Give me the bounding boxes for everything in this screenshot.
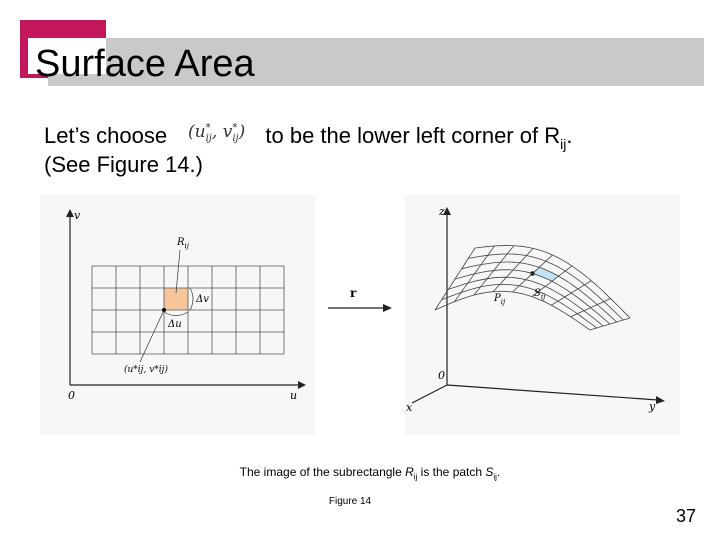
slide-title: Surface Area bbox=[35, 43, 255, 85]
delta-u-label: Δu bbox=[168, 319, 182, 330]
point-formula: ($u^*_{ij}$, $v^*_{ij}$) bbox=[188, 122, 246, 145]
u-axis-label: u bbox=[290, 389, 298, 402]
v-axis-label: v bbox=[74, 209, 81, 222]
S-label: $S_{ij}$ bbox=[534, 288, 546, 301]
map-label: r bbox=[350, 286, 357, 300]
corner-period: . bbox=[566, 123, 573, 148]
body-line-2: (See Figure 14.) bbox=[44, 152, 203, 177]
figure-14 bbox=[40, 195, 680, 440]
figure-caption: The image of the subrectangle $R_{ij}$ is the patch $S_{ij}$. bbox=[239, 465, 501, 482]
R-label: $R_{ij}$ bbox=[177, 237, 189, 250]
left-panel-bg bbox=[40, 195, 315, 435]
z-axis-label: z bbox=[439, 205, 445, 218]
right-origin-label: 0 bbox=[438, 369, 445, 382]
delta-v-label: Δv bbox=[196, 294, 209, 305]
body-line-1 bbox=[44, 123, 572, 151]
corner-text: to be the lower left corner of R bbox=[265, 123, 561, 148]
corner-subscript: ij bbox=[560, 136, 567, 152]
point-label: (u*ij, v*ij) bbox=[124, 365, 168, 375]
figure-label: Figure 14 bbox=[328, 496, 372, 507]
x-axis-label: x bbox=[406, 401, 413, 414]
parameter-domain-diagram bbox=[40, 195, 315, 435]
map-arrow-head bbox=[383, 304, 392, 312]
page-number: 37 bbox=[676, 506, 697, 526]
P-label: $P_{ij}$ bbox=[494, 293, 506, 306]
mapping-arrow bbox=[328, 286, 392, 312]
choose-text: Let’s choose bbox=[44, 123, 168, 148]
surface-diagram bbox=[405, 195, 680, 435]
left-origin-label: 0 bbox=[68, 389, 75, 402]
y-axis-label: y bbox=[649, 400, 656, 413]
